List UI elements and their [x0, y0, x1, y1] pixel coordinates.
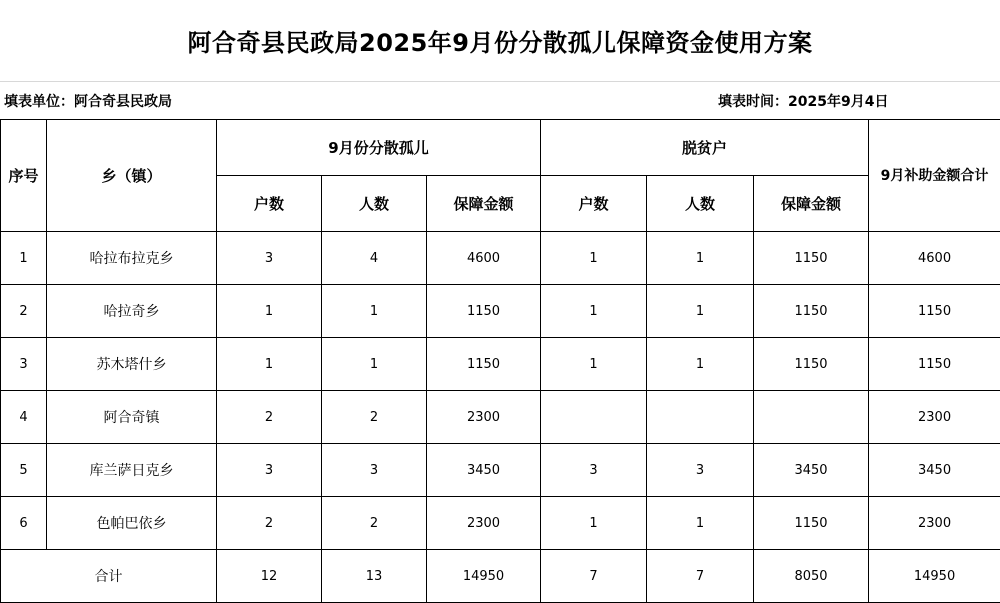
cell-town: 色帕巴依乡 — [47, 497, 217, 550]
header-subsidy-total: 9月补助金额合计 — [869, 120, 1000, 232]
cell-subsidy-total: 3450 — [869, 444, 1000, 497]
cell-poverty-households — [541, 391, 647, 444]
cell-poverty-amount: 1150 — [754, 338, 869, 391]
cell-orphans-households: 1 — [217, 285, 322, 338]
cell-poverty-people: 1 — [647, 232, 754, 285]
cell-seq: 1 — [1, 232, 47, 285]
cell-orphans-amount: 1150 — [427, 285, 541, 338]
header-orphans-households: 户数 — [217, 176, 322, 232]
header-row-1 — [1, 120, 1000, 176]
cell-orphans-households: 2 — [217, 497, 322, 550]
cell-poverty-people: 1 — [647, 338, 754, 391]
cell-poverty-households: 1 — [541, 338, 647, 391]
cell-total-poverty-households: 7 — [541, 550, 647, 603]
cell-seq: 6 — [1, 497, 47, 550]
cell-orphans-people: 4 — [322, 232, 427, 285]
cell-town: 阿合奇镇 — [47, 391, 217, 444]
cell-total-label: 合计 — [1, 550, 217, 603]
table-row — [1, 338, 1000, 391]
cell-total-poverty-people: 7 — [647, 550, 754, 603]
table-row — [1, 391, 1000, 444]
header-poverty-amount: 保障金额 — [754, 176, 869, 232]
cell-poverty-people: 1 — [647, 497, 754, 550]
cell-poverty-amount: 1150 — [754, 497, 869, 550]
cell-total-poverty-amount: 8050 — [754, 550, 869, 603]
cell-poverty-amount: 3450 — [754, 444, 869, 497]
cell-subsidy-total: 2300 — [869, 391, 1000, 444]
table-row — [1, 444, 1000, 497]
cell-subsidy-total: 4600 — [869, 232, 1000, 285]
cell-poverty-households: 1 — [541, 232, 647, 285]
cell-orphans-amount: 1150 — [427, 338, 541, 391]
cell-seq: 3 — [1, 338, 47, 391]
header-seq: 序号 — [1, 120, 47, 232]
cell-total-orphans-households: 12 — [217, 550, 322, 603]
cell-town: 库兰萨日克乡 — [47, 444, 217, 497]
cell-poverty-people: 1 — [647, 285, 754, 338]
cell-orphans-people: 1 — [322, 338, 427, 391]
table-row — [1, 232, 1000, 285]
cell-orphans-amount: 2300 — [427, 391, 541, 444]
cell-orphans-households: 2 — [217, 391, 322, 444]
cell-poverty-households: 3 — [541, 444, 647, 497]
header-poverty-households: 户数 — [541, 176, 647, 232]
cell-poverty-households: 1 — [541, 285, 647, 338]
cell-orphans-amount: 4600 — [427, 232, 541, 285]
header-town: 乡（镇） — [47, 120, 217, 232]
fill-time-label: 填表时间：2025年9月4日 — [718, 83, 888, 119]
cell-orphans-people: 2 — [322, 391, 427, 444]
cell-orphans-people: 3 — [322, 444, 427, 497]
cell-orphans-people: 2 — [322, 497, 427, 550]
cell-seq: 2 — [1, 285, 47, 338]
funding-table — [0, 119, 1000, 603]
cell-town: 哈拉奇乡 — [47, 285, 217, 338]
cell-poverty-amount: 1150 — [754, 285, 869, 338]
cell-poverty-people — [647, 391, 754, 444]
cell-town: 哈拉布拉克乡 — [47, 232, 217, 285]
header-poverty-group: 脱贫户 — [541, 120, 869, 176]
cell-total-orphans-amount: 14950 — [427, 550, 541, 603]
cell-orphans-people: 1 — [322, 285, 427, 338]
cell-subsidy-total: 2300 — [869, 497, 1000, 550]
cell-poverty-amount: 1150 — [754, 232, 869, 285]
table-row — [1, 285, 1000, 338]
cell-seq: 5 — [1, 444, 47, 497]
header-orphans-group: 9月份分散孤儿 — [217, 120, 541, 176]
cell-orphans-amount: 3450 — [427, 444, 541, 497]
cell-poverty-households: 1 — [541, 497, 647, 550]
cell-orphans-households: 3 — [217, 444, 322, 497]
cell-subsidy-total: 1150 — [869, 338, 1000, 391]
header-orphans-people: 人数 — [322, 176, 427, 232]
header-poverty-people: 人数 — [647, 176, 754, 232]
cell-town: 苏木塔什乡 — [47, 338, 217, 391]
page-title: 阿合奇县民政局2025年9月份分散孤儿保障资金使用方案 — [0, 0, 1000, 82]
cell-seq: 4 — [1, 391, 47, 444]
cell-poverty-amount — [754, 391, 869, 444]
cell-orphans-amount: 2300 — [427, 497, 541, 550]
fill-unit-label: 填表单位：阿合奇县民政局 — [4, 83, 172, 119]
cell-subsidy-total: 1150 — [869, 285, 1000, 338]
header-orphans-amount: 保障金额 — [427, 176, 541, 232]
cell-total-subsidy: 14950 — [869, 550, 1000, 603]
total-row — [1, 550, 1000, 603]
cell-orphans-households: 1 — [217, 338, 322, 391]
table-row — [1, 497, 1000, 550]
cell-poverty-people: 3 — [647, 444, 754, 497]
cell-total-orphans-people: 13 — [322, 550, 427, 603]
cell-orphans-households: 3 — [217, 232, 322, 285]
